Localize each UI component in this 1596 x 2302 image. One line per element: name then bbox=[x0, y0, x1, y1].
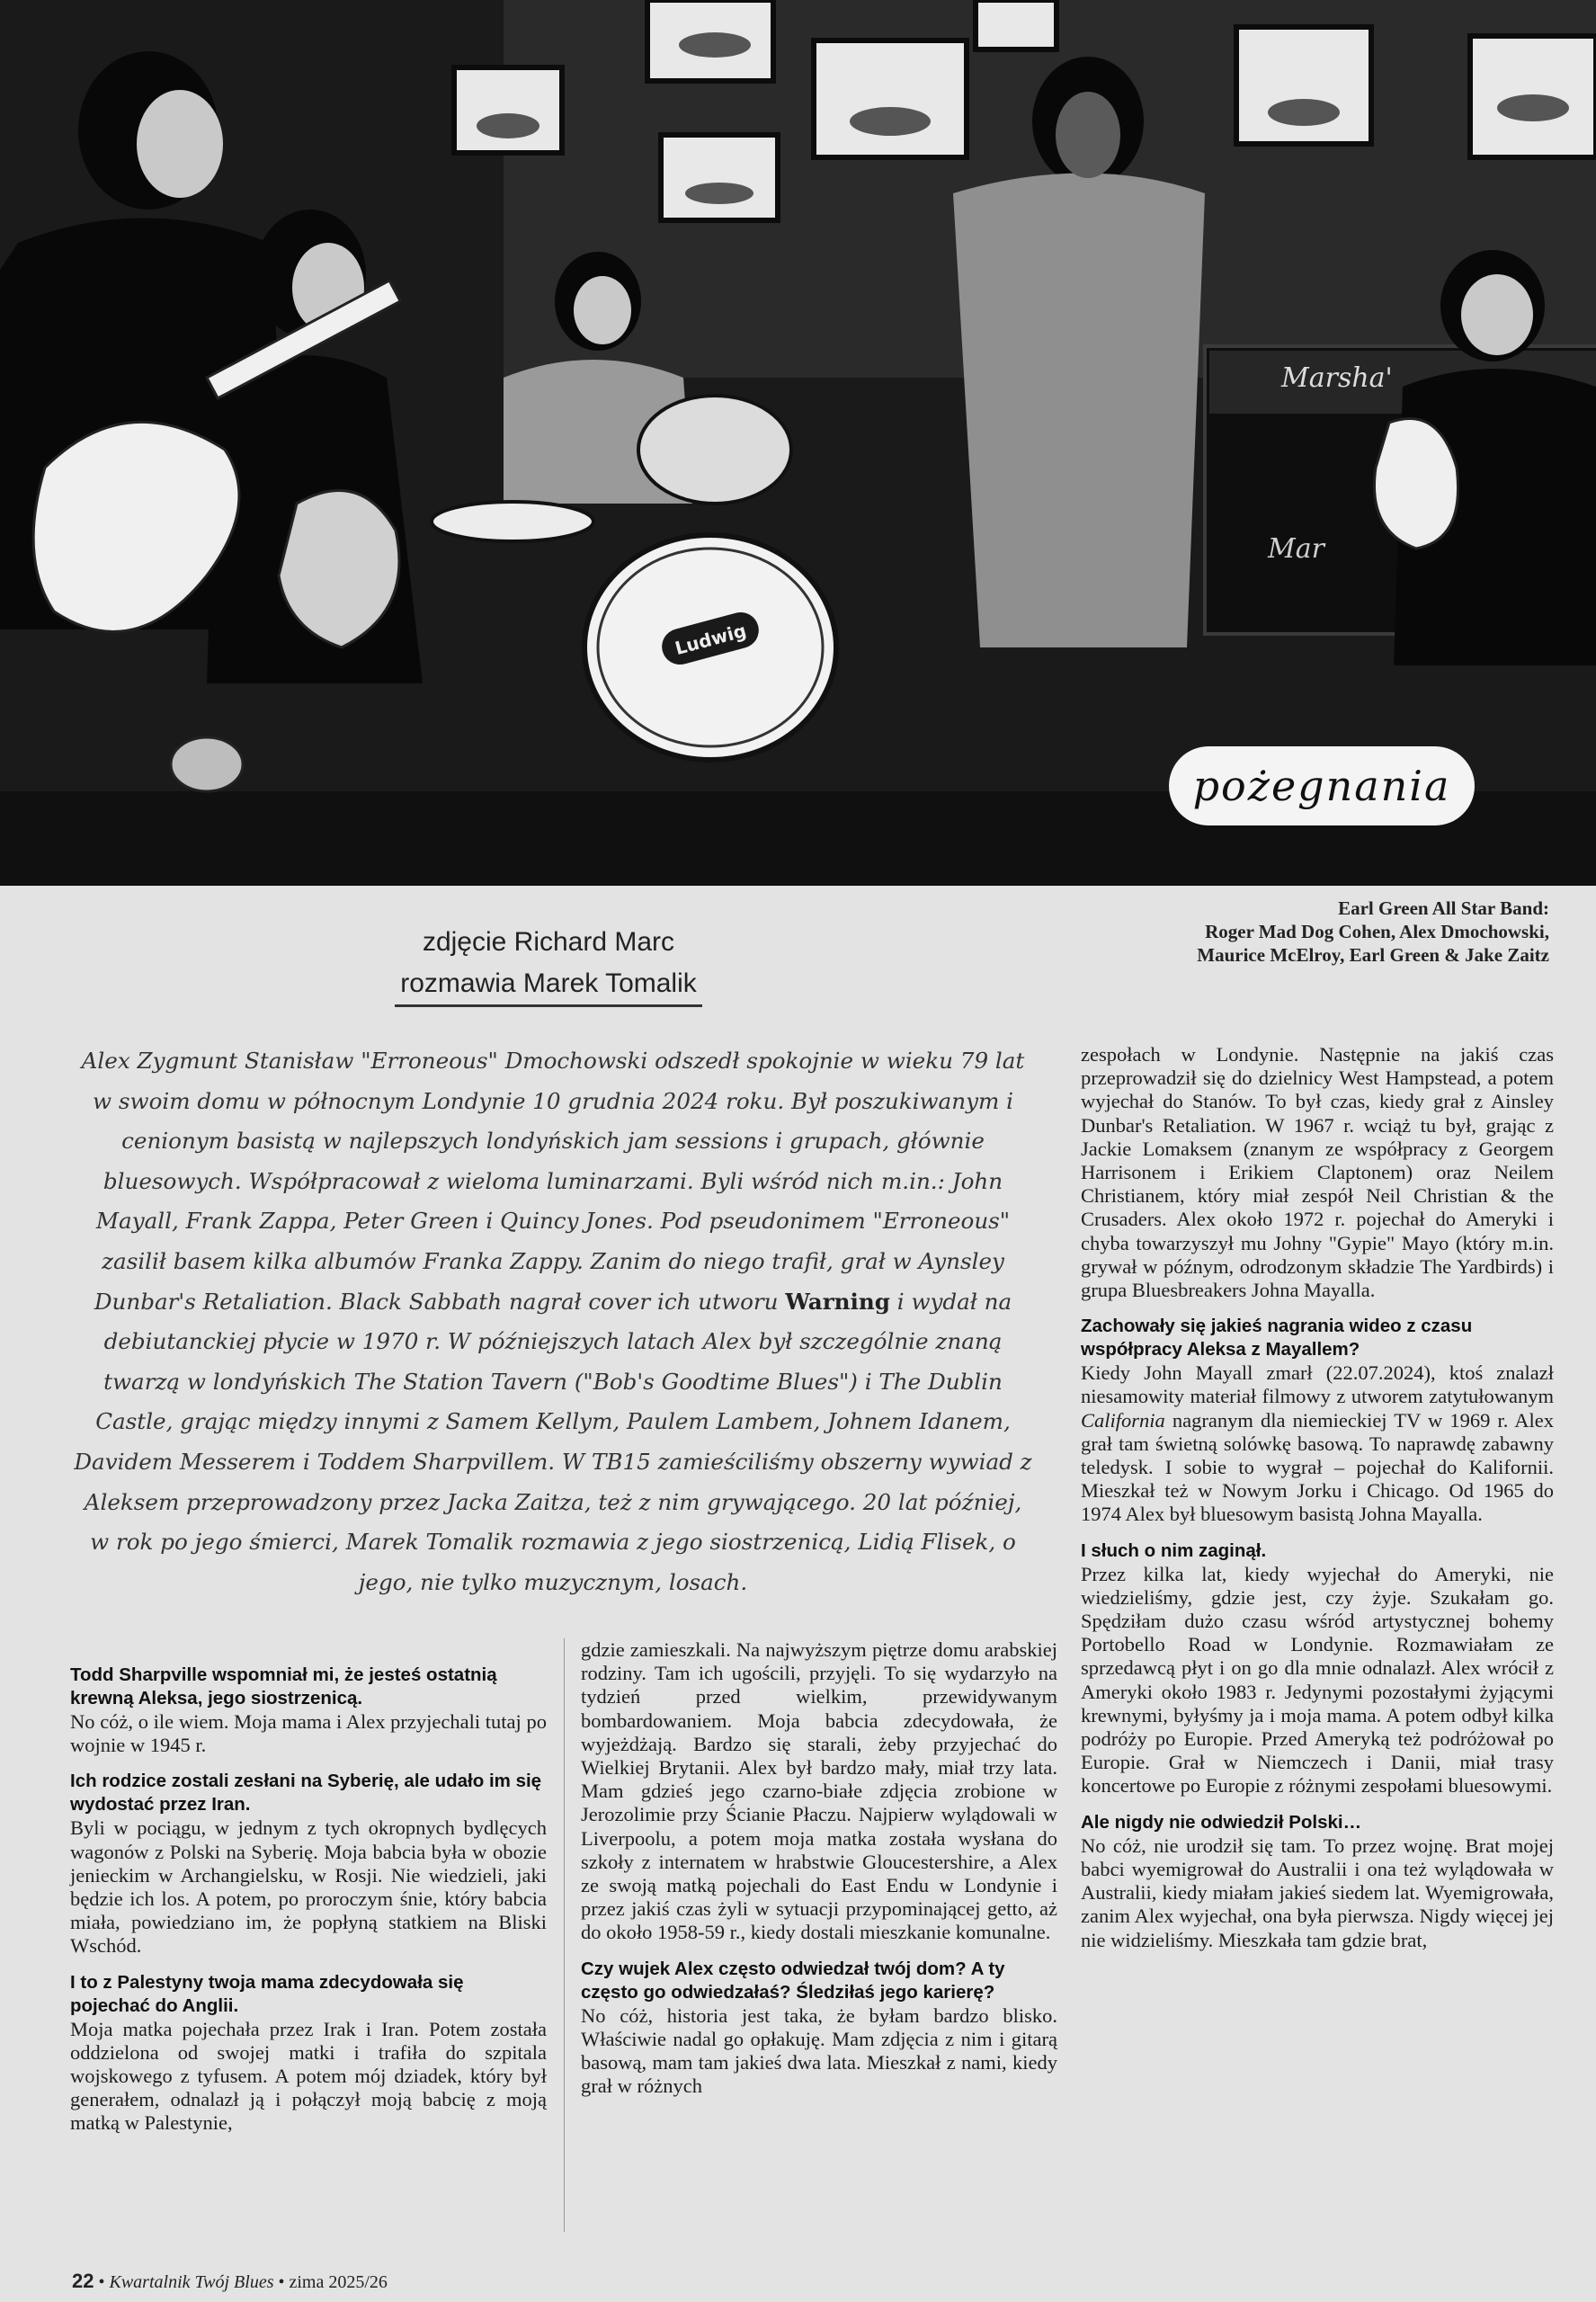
column-2 bbox=[581, 1638, 1057, 2098]
amp-logo: Marsha' bbox=[1281, 362, 1393, 394]
band-photo bbox=[0, 0, 1596, 886]
amp-logo-2: Mar bbox=[1268, 533, 1324, 565]
question: Ale nigdy nie odwiedził Polski… bbox=[1081, 1811, 1362, 1833]
interview-credit: rozmawia Marek Tomalik bbox=[395, 963, 702, 1007]
article-credits bbox=[342, 922, 755, 1007]
answer: No cóż, historia jest taka, że byłam bardzo blisko. Właściwie nadal go opłakuję. Mam zdjęcia z nim i gitarą basową, mam tam jakieś dwa lata. Mieszkał z nami, kiedy grał w różnych bbox=[581, 2003, 1057, 2098]
answer bbox=[1081, 1361, 1554, 1526]
column-divider bbox=[564, 1638, 565, 2232]
magazine-name: Kwartalnik Twój Blues bbox=[109, 2272, 274, 2292]
column-3 bbox=[1081, 1043, 1554, 1952]
lead-part-1: Alex Zygmunt Stanisław "Erroneous" Dmochowski odszedł spokojnie w wieku 79 lat w swoim domu w północnym Londynie 10 grudnia 2024 roku. Był poszukiwanym i cenionym basistą w najlepszych londyńskich jam sessions i grupach, głównie bluesowych. Współpracował z wieloma luminarzami. Byli wśród nich m.in.: John Mayall, Frank Zappa, Peter Green i Quincy Jones. Pod pseudonimem "Erroneous" zasilił basem kilka albumów Franka Zappy. Zanim do niego trafił, grał w Aynsley Dunbar's Retaliation. Black Sabbath nagrał cover ich utworu bbox=[81, 1048, 1025, 1315]
answer: gdzie zamieszkali. Na najwyższym piętrze domu arabskiej rodziny. Tam ich ugościli, przyjęli. To się wydarzyło na tydzień przed wielkim, przewidywanym bombardowaniem. Moja babcia zdecydowała, że wyjeżdżają. Bardzo się starali, żeby przyjechać do Wielkiej Brytanii. Alex był bardzo mały, miał trzy lata. Mam gdzieś jego czarno-białe zdjęcia zrobione w Jerozolimie przy Ścianie Płaczu. Najpierw wylądowali w Liverpoolu, a potem moja matka została wysłana do szkoły z internatem w hrabstwie Gloucestershire, a Alex ze swoją matką pojechali do East Endu w Londynie i przez jakiś czas żyli w sytuacji przypominającej getto, aż do około 1958-59 r., kiedy dostali mieszkanie komunalne. bbox=[581, 1638, 1057, 1944]
photo-caption bbox=[1082, 897, 1549, 967]
caption-band: Earl Green All Star Band: bbox=[1338, 897, 1549, 919]
issue-label: zima 2025/26 bbox=[289, 2272, 388, 2292]
section-stamp: pożegnania bbox=[1169, 746, 1475, 825]
answer-part: Kiedy John Mayall zmarł (22.07.2024), ktoś znalazł niesamowity materiał filmowy z utworem zatytułowanym bbox=[1081, 1361, 1554, 1408]
answer: Moja matka pojechała przez Irak i Iran. Potem została oddzielona od swojej matki i trafiła do szpitala wojskowego z tyfusem. A potem mój dziadek, który był generałem, odnalazł ją i połączył moją babcię z moją matką w Palestynie, bbox=[70, 2017, 547, 2135]
lead-song-title: Warning bbox=[785, 1288, 890, 1315]
answer: Byli w pociągu, w jednym z tych okropnych bydlęcych wagonów z Polski na Syberię. Moja babcia była w obozie jenieckim w Archangielsku, w Rosji. Nie wiedzieli, jaki będzie ich los. A potem, po proroczym śnie, który babcia miała, powiedziano im, że popłyną statkiem na Bliski Wschód. bbox=[70, 1816, 547, 1958]
question: Zachowały się jakieś nagrania wideo z czasu współpracy Aleksa z Mayallem? bbox=[1081, 1316, 1473, 1361]
article-lead bbox=[72, 1041, 1034, 1602]
caption-members-1: Roger Mad Dog Cohen, Alex Dmochowski, bbox=[1205, 921, 1549, 942]
answer: No cóż, nie urodził się tam. To przez wojnę. Brat mojej babci wyemigrował do Australii i ona też wylądowała w Australii, kiedy miałam jakieś siedem lat. Wyemigrowała, zanim Alex wyjechał, ona była pierwsza. Nigdy więcej jej nie widzieliśmy. Mieszkała tam gdzie brat, bbox=[1081, 1834, 1554, 1951]
question: I to z Palestyny twoja mama zdecydowała się pojechać do Anglii. bbox=[70, 1971, 464, 2016]
lead-part-2: i wydał na debiutanckiej płycie w 1970 r. W późniejszych latach Alex był szczególnie znaną twarzą w londyńskich The Station Tavern ("Bob's Goodtime Blues") i The Dublin Castle, grając między innymi z Samem Kellym, Paulem Lambem, Johnem Idanem, Davidem Messerem i Toddem Sharpvillem. W TB15 zamieściliśmy obszerny wywiad z Aleksem przeprowadzony przez Jacka Zaitza, też z nim grywającego. 20 lat później, w rok po jego śmierci, Marek Tomalik rozmawia z jego siostrzenicą, Lidią Flisek, o jego, nie tylko muzycznym, losach. bbox=[74, 1288, 1032, 1595]
question: Czy wujek Alex często odwiedzał twój dom? A ty często go odwiedzałaś? Śledziłaś jego karierę? bbox=[581, 1958, 1005, 2003]
song-title: California bbox=[1081, 1408, 1165, 1432]
drum-logo: Ludwig bbox=[673, 619, 749, 660]
page-number: 22 bbox=[72, 2270, 94, 2292]
footer-separator: • bbox=[273, 2272, 290, 2292]
footer-separator: • bbox=[94, 2272, 110, 2292]
page-footer bbox=[72, 2270, 388, 2293]
column-1 bbox=[70, 1664, 547, 2136]
answer: No cóż, o ile wiem. Moja mama i Alex przyjechali tutaj po wojnie w 1945 r. bbox=[70, 1710, 547, 1757]
question: Ich rodzice zostali zesłani na Syberię, ale udało im się wydostać przez Iran. bbox=[70, 1771, 542, 1816]
question: I słuch o nim zaginął. bbox=[1081, 1539, 1267, 1561]
photo-credit: zdjęcie Richard Marc bbox=[422, 927, 675, 957]
answer: Przez kilka lat, kiedy wyjechał do Ameryki, nie wiedzieliśmy, gdzie jest, czy żyje. Szukałam go. Spędziłam dużo czasu wśród artystycznej bohemy Portobello Road w Londynie. Rozmawiałam ze sprzedawcą płyt i on go dla mnie odnalazł. Alex wrócił z Ameryki około 1983 r. Jedynymi pozostałymi żyjącymi krewnymi, byłyśmy ja i moja mama. A potem odbył kilka podróży po Europie. Przed Ameryką też podróżował po Europie. Grał w Niemczech i Danii, miał trasy koncertowe po Europie z różnymi zespołami bluesowymi. bbox=[1081, 1562, 1554, 1798]
question: Todd Sharpville wspomniał mi, że jesteś ostatnią krewną Aleksa, jego siostrzenicą. bbox=[70, 1664, 497, 1709]
caption-members-2: Maurice McElroy, Earl Green & Jake Zaitz bbox=[1197, 944, 1549, 966]
answer: zespołach w Londynie. Następnie na jakiś czas przeprowadził się do dzielnicy West Hampstead, a potem wyjechał do Stanów. To był czas, kiedy grał z Ainsley Dunbar's Retaliation. W 1967 r. wciąż tu był, grając z Jackie Lomaksem (znanym ze współpracy z Georgem Harrisonem i Erikiem Claptonem) oraz Neilem Christianem, który miał zespół Neil Christian & the Crusaders. Alex około 1972 r. pojechał do Ameryki i chyba towarzyszył mu Johny "Gypie" Mayo (który m.in. grywał w późnym, odrodzonym składzie The Yardbirds) i grupa Bluesbreakers Johna Mayalla. bbox=[1081, 1043, 1554, 1302]
answer-part: nagranym dla niemieckiej TV w 1969 r. Alex grał tam świetną solówkę basową. To naprawdę zabawny teledysk. I sobie to wygrał – pojechał do Kalifornii. Mieszkał też w Nowym Jorku i Chicago. Od 1965 do 1974 Alex był bluesowym basistą Johna Mayalla. bbox=[1081, 1408, 1554, 1526]
